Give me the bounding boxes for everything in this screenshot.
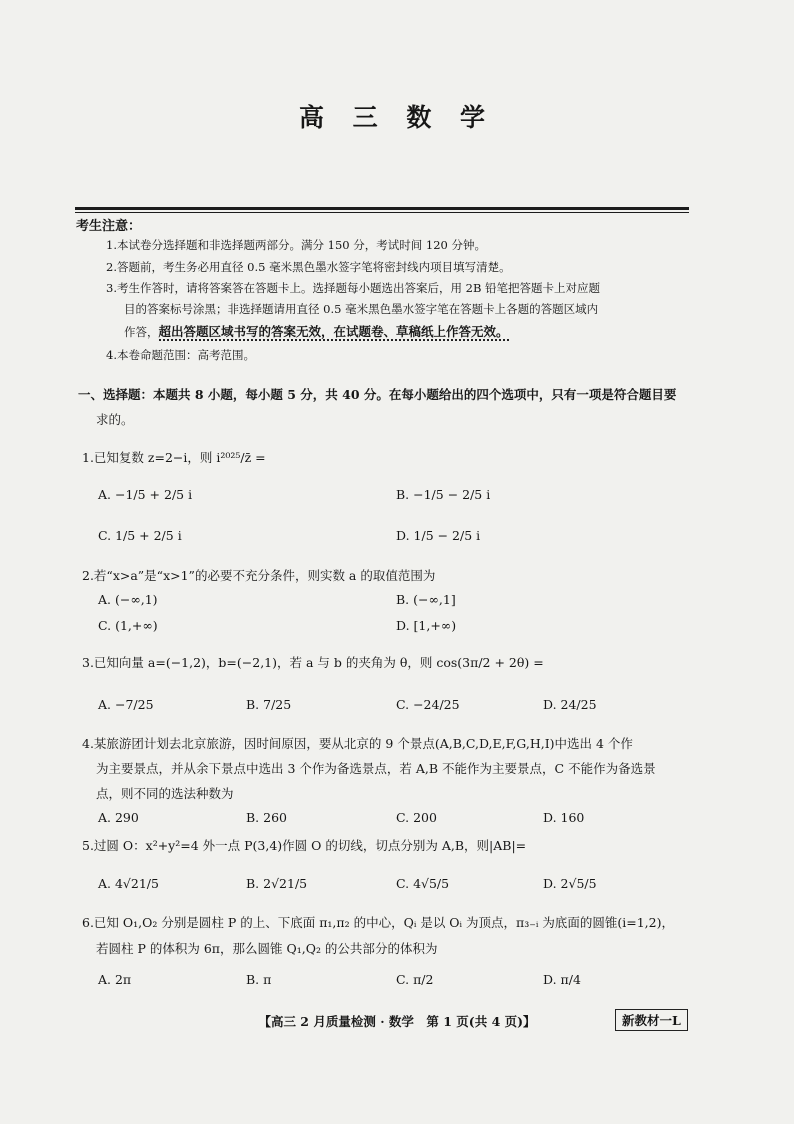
question-5-stem: 5.过圆 O：x²+y²=4 外一点 P(3,4)作圆 O 的切线，切点分别为 A,B，则|AB|= xyxy=(82,838,527,853)
question-4-option-b: B. 260 xyxy=(246,810,287,825)
notice-item-3: 3.考生作答时，请将答案答在答题卡上。选择题每小题选出答案后，用 2B 铅笔把答题卡上对应题 xyxy=(106,281,601,295)
question-6-option-d: D. π/4 xyxy=(543,972,581,987)
question-2-option-a: A. (−∞,1) xyxy=(98,592,158,607)
section-heading: 一、选择题：本题共 8 小题，每小题 5 分，共 40 分。在每小题给出的四个选项中，只有一项是符合题目要 xyxy=(78,387,677,402)
question-3-option-b: B. 7/25 xyxy=(246,697,292,712)
notice-item-3-cont2 xyxy=(124,322,509,340)
question-5-option-b: B. 2√21/5 xyxy=(246,876,308,891)
question-4-stem: 4.某旅游团计划去北京旅游，因时间原因，要从北京的 9 个景点(A,B,C,D,E,F,G,H,I)中选出 4 个作 xyxy=(82,736,633,751)
question-4-stem-cont2: 点，则不同的选法种数为 xyxy=(96,786,234,801)
notice-item-2: 2.答题前，考生务必用直径 0.5 毫米黑色墨水签字笔将密封线内项目填写清楚。 xyxy=(106,260,511,274)
section-heading-cont: 求的。 xyxy=(96,412,134,427)
header-rule-thin xyxy=(75,212,689,213)
question-1-option-c: C. 1/5 + 2/5 i xyxy=(98,528,182,543)
question-2-option-c: C. (1,+∞) xyxy=(98,618,158,633)
question-1-option-b: B. −1/5 − 2/5 i xyxy=(396,487,491,502)
question-2-option-d: D. [1,+∞) xyxy=(396,618,457,633)
question-6-option-c: C. π/2 xyxy=(396,972,434,987)
question-3-option-a: A. −7/25 xyxy=(98,697,154,712)
question-3-option-d: D. 24/25 xyxy=(543,697,597,712)
page-title: 高 三 数 学 xyxy=(298,103,496,132)
question-2-stem: 2.若“x>a”是“x>1”的必要不充分条件，则实数 a 的取值范围为 xyxy=(82,568,436,583)
question-4-stem-cont: 为主要景点，并从余下景点中选出 3 个作为备选景点，若 A,B 不能作为主要景点，C 不能作为备选景 xyxy=(96,761,656,776)
notice-text: 作答， xyxy=(124,325,159,339)
question-4-option-d: D. 160 xyxy=(543,810,585,825)
notice-item-1: 1.本试卷分选择题和非选择题两部分。满分 150 分，考试时间 120 分钟。 xyxy=(106,238,486,252)
question-3-option-c: C. −24/25 xyxy=(396,697,460,712)
question-5-option-d: D. 2√5/5 xyxy=(543,876,597,891)
notice-item-3-cont: 目的答案标号涂黑；非选择题请用直径 0.5 毫米黑色墨水签字笔在答题卡上各题的答题区域内 xyxy=(124,302,599,316)
header-rule-thick xyxy=(75,207,689,210)
question-2-option-b: B. (−∞,1] xyxy=(396,592,456,607)
question-5-option-c: C. 4√5/5 xyxy=(396,876,450,891)
question-6-option-a: A. 2π xyxy=(98,972,132,987)
question-1-option-a: A. −1/5 + 2/5 i xyxy=(98,487,193,502)
question-6-option-b: B. π xyxy=(246,972,272,987)
question-1-stem: 1.已知复数 z=2−i，则 i²⁰²⁵/z̄ = xyxy=(82,450,266,465)
question-1-option-d: D. 1/5 − 2/5 i xyxy=(396,528,481,543)
page-footer: 【高三 2 月质量检测 · 数学 第 1 页(共 4 页)】 xyxy=(258,1014,536,1029)
question-6-stem-cont: 若圆柱 P 的体积为 6π，那么圆锥 Q₁,Q₂ 的公共部分的体积为 xyxy=(96,941,438,956)
edition-badge: 新教材一L xyxy=(615,1009,688,1031)
notice-heading: 考生注意： xyxy=(76,219,142,234)
question-4-option-c: C. 200 xyxy=(396,810,437,825)
question-5-option-a: A. 4√21/5 xyxy=(98,876,159,891)
question-4-option-a: A. 290 xyxy=(98,810,139,825)
question-3-stem: 3.已知向量 a=(−1,2)，b=(−2,1)，若 a 与 b 的夹角为 θ，则 cos(3π/2 + 2θ) = xyxy=(82,655,544,670)
question-6-stem: 6.已知 O₁,O₂ 分别是圆柱 P 的上、下底面 π₁,π₂ 的中心，Qᵢ 是以 Oᵢ 为顶点，π₃₋ᵢ 为底面的圆锥(i=1,2)， xyxy=(82,915,674,930)
notice-emphasis: 超出答题区域书写的答案无效，在试题卷、草稿纸上作答无效。 xyxy=(158,324,509,339)
notice-item-4: 4.本卷命题范围：高考范围。 xyxy=(106,348,255,362)
